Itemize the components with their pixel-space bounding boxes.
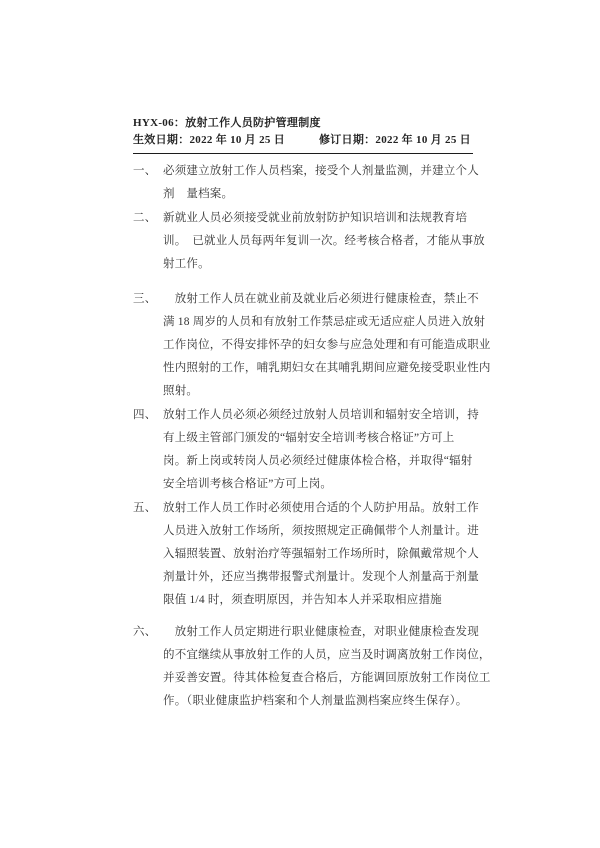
document-header — [133, 115, 471, 148]
item-line: 的不宜继续从事放射工作的人员，应当及时调离放射工作岗位， — [163, 649, 491, 661]
item-line: 有上级主管部门颁发的“辐射安全培训考核合格证”方可上 — [163, 432, 455, 444]
item-line: 人员进入放射工作场所，须按照规定正确佩带个人剂量计。进 — [163, 525, 479, 537]
item-line: 剂 量档案。 — [163, 188, 234, 200]
item-line: 放射工作人员定期进行职业健康检查，对职业健康检查发现 — [163, 626, 479, 638]
item-marker: 二、 — [133, 212, 157, 224]
item-lines — [163, 160, 479, 206]
item-line: 安全培训考核合格证”方可上岗。 — [163, 478, 333, 490]
list-item — [133, 621, 491, 713]
item-line: 射工作。 — [163, 258, 210, 270]
item-lines — [163, 207, 485, 276]
item-line: 放射工作人员必须必须经过放射人员培训和辐射安全培训，持 — [163, 409, 479, 421]
item-line: 工作岗位，不得安排怀孕的妇女参与应急处理和有可能造成职业 — [163, 339, 491, 351]
item-marker: 四、 — [133, 409, 157, 421]
item-marker: 六、 — [133, 626, 157, 638]
item-line: 限值 1/4 时，须查明原因，并告知本人并采取相应措施 — [163, 594, 442, 606]
item-line: 照射。 — [163, 385, 199, 397]
document-dates-row — [133, 132, 471, 148]
document-title: HYX-06：放射工作人员防护管理制度 — [133, 117, 321, 129]
item-lines — [163, 288, 491, 403]
effective-date: 生效日期：2022 年 10 月 25 日 — [133, 134, 286, 146]
item-line: 训。 已就业人员每两年复训一次。经考核合格者，才能从事放 — [163, 235, 485, 247]
item-line: 放射工作人员在就业前及就业后必须进行健康检查，禁止不 — [163, 293, 479, 305]
item-lines — [163, 621, 491, 713]
list-item — [133, 160, 479, 206]
item-line: 剂量计外，还应当携带报警式剂量计。发现个人剂量高于剂量 — [163, 571, 479, 583]
document-body — [133, 160, 491, 713]
list-item — [133, 288, 491, 403]
item-line: 作。（职业健康监护档案和个人剂量监测档案应终生保存）。 — [163, 695, 468, 707]
item-line: 性内照射的工作，哺乳期妇女在其哺乳期间应避免接受职业性内 — [163, 362, 491, 374]
item-line: 并妥善安置。待其体检复查合格后，方能调回原放射工作岗位工 — [163, 672, 491, 684]
item-line: 岗。新上岗或转岗人员必须经过健康体检合格，并取得“辐射 — [163, 455, 473, 467]
item-line: 必须建立放射工作人员档案，接受个人剂量监测，并建立个人 — [163, 165, 479, 177]
item-line: 放射工作人员工作时必须使用合适的个人防护用品。放射工作 — [163, 502, 479, 514]
item-marker: 一、 — [133, 165, 157, 177]
list-item — [133, 207, 485, 276]
header-divider — [133, 153, 473, 154]
item-lines — [163, 497, 479, 612]
item-marker: 三、 — [133, 293, 157, 305]
item-line: 满 18 周岁的人员和有放射工作禁忌症或无适应症人员进入放射 — [163, 316, 486, 328]
list-item — [133, 404, 479, 496]
revision-date: 修订日期：2022 年 10 月 25 日 — [318, 134, 471, 146]
list-item — [133, 497, 479, 612]
item-line: 入辐照装置、放射治疗等强辐射工作场所时，除佩戴常规个人 — [163, 548, 479, 560]
item-line: 新就业人员必须接受就业前放射防护知识培训和法规教育培 — [163, 212, 468, 224]
item-marker: 五、 — [133, 502, 157, 514]
item-lines — [163, 404, 479, 496]
